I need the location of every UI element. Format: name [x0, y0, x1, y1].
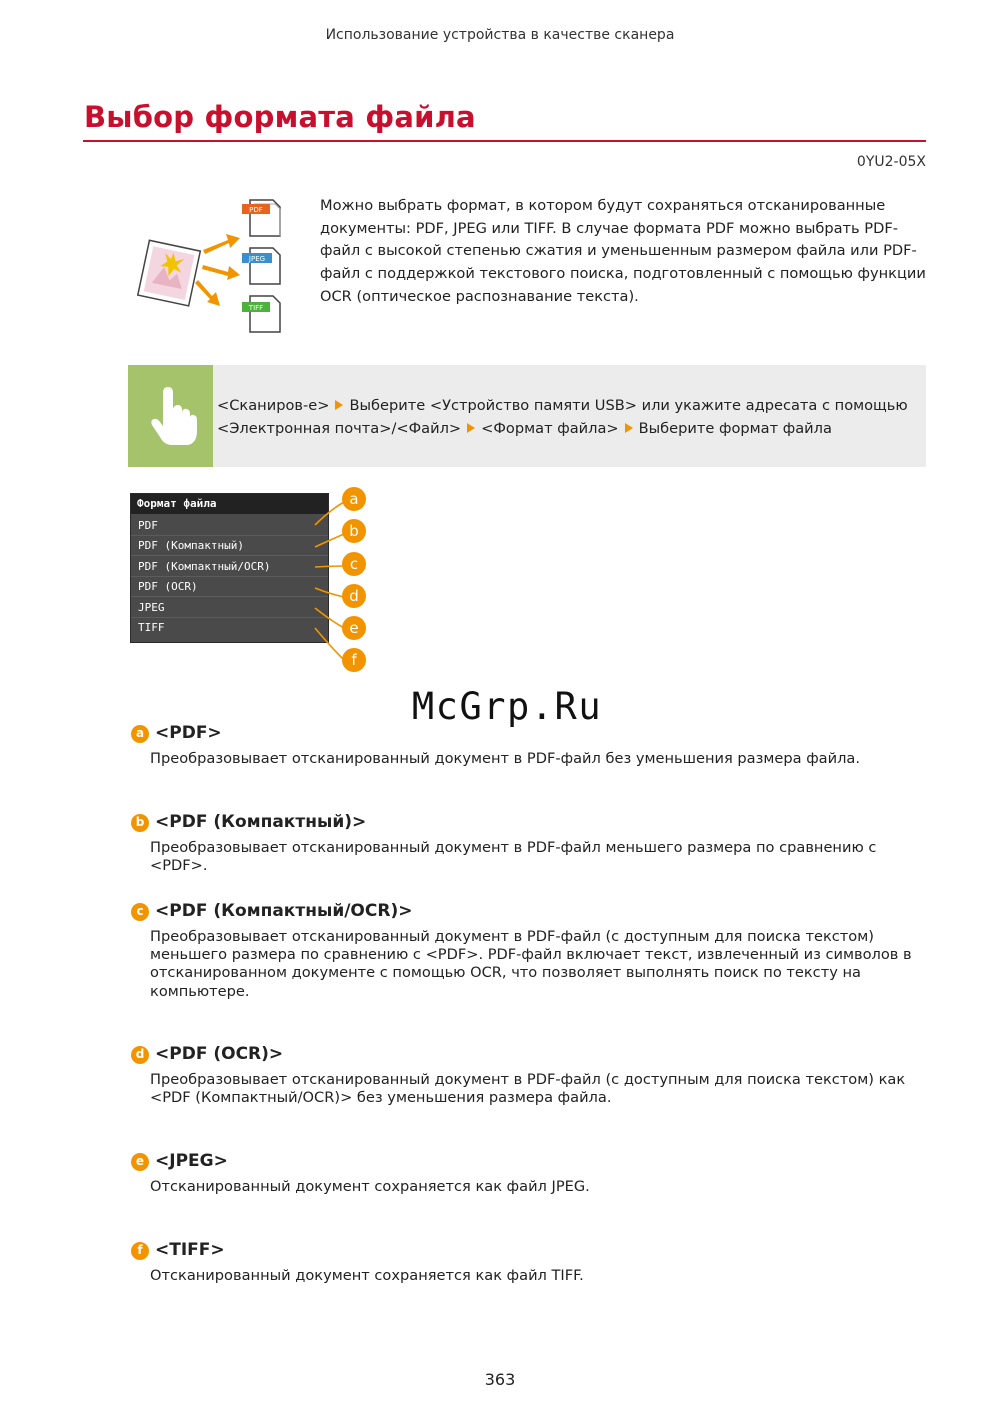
item-pdf-heading: a <PDF> — [131, 723, 222, 744]
document-code: 0YU2-05X — [856, 154, 926, 170]
lcd-option-pdf-compact[interactable]: PDF (Компактный) — [131, 536, 328, 556]
file-format-illustration — [128, 190, 298, 340]
item-pdf-compact-ocr-desc: Преобразовывает отсканированный документ в PDF-файл (с доступным для поиска текстом) меньшего размера по сравнению с <PDF>. PDF-файл включает текст, извлеченный из символов в отсканированном документе с помощью OCR, что позволяет выполнять поиск по тексту на компьютере. — [150, 928, 912, 1000]
procedure-step-4: Выберите формат файла — [638, 419, 832, 437]
badge-d-icon: d — [131, 1046, 149, 1064]
callout-markers — [300, 480, 380, 680]
svg-text:c: c — [349, 555, 359, 573]
procedure-step-2: Выберите <Устройство памяти USB> или укажите адресата с помощью <Электронная почта>/<Файл> — [217, 397, 908, 437]
lcd-option-pdf-compact-ocr[interactable]: PDF (Компактный/OCR) — [131, 557, 328, 577]
running-header: Использование устройства в качестве сканера — [325, 27, 675, 43]
intro-paragraph: Можно выбрать формат, в котором будут сохраняться отсканированные документы: PDF, JPEG или TIFF. В случае формата PDF можно выбрать PDF-файл с высокой степенью сжатия и уменьшенным размером файла или PDF-файл с поддержкой текстового поиска, подготовленный с помощью функции OCR (оптическое распознавание текста). — [320, 197, 926, 305]
svg-text:f: f — [351, 651, 357, 669]
pdf-file-icon — [242, 200, 280, 236]
item-pdf-desc: Преобразовывает отсканированный документ в PDF-файл без уменьшения размера файла. — [150, 750, 861, 767]
lcd-title: Формат файла — [131, 494, 328, 514]
badge-e-icon: e — [131, 1153, 149, 1171]
page-number: 363 — [484, 1370, 516, 1389]
arrow-right-icon — [335, 400, 343, 410]
title-rule — [83, 140, 926, 142]
tiff-file-icon — [242, 296, 280, 332]
item-jpeg-desc: Отсканированный документ сохраняется как файл JPEG. — [150, 1178, 590, 1195]
item-tiff-heading: f <TIFF> — [131, 1240, 225, 1261]
item-pdf-compact-desc: Преобразовывает отсканированный документ в PDF-файл меньшего размера по сравнению с <PDF>. — [150, 839, 877, 875]
item-jpeg-heading: e <JPEG> — [131, 1151, 228, 1172]
badge-f-icon: f — [131, 1242, 149, 1260]
svg-text:b: b — [349, 522, 359, 540]
item-pdf-compact-heading: b <PDF (Компактный)> — [131, 812, 366, 833]
item-pdf-ocr-desc: Преобразовывает отсканированный документ в PDF-файл (с доступным для поиска текстом) как <PDF (Компактный/OCR)> без уменьшения размера файла. — [150, 1071, 906, 1107]
jpeg-file-icon — [242, 248, 280, 284]
badge-c-icon: c — [131, 903, 149, 921]
item-pdf-compact-ocr-heading: c <PDF (Компактный/OCR)> — [131, 901, 412, 922]
svg-text:a: a — [349, 490, 359, 508]
procedure-step-1: <Сканиров-е> — [217, 397, 330, 414]
procedure-hand-panel — [128, 365, 213, 467]
page-title: Выбор формата файла — [84, 100, 476, 134]
svg-text:e: e — [349, 619, 359, 637]
arrow-right-icon — [467, 423, 475, 433]
lcd-option-pdf-ocr[interactable]: PDF (OCR) — [131, 577, 328, 597]
procedure-steps — [217, 395, 917, 440]
badge-b-icon: b — [131, 814, 149, 832]
hand-pointer-icon — [128, 365, 213, 467]
lcd-option-pdf[interactable]: PDF — [131, 516, 328, 536]
item-tiff-desc: Отсканированный документ сохраняется как файл TIFF. — [150, 1267, 584, 1284]
scanned-document-icon — [138, 240, 201, 306]
arrow-right-icon — [625, 423, 633, 433]
lcd-option-tiff[interactable]: TIFF — [138, 621, 165, 634]
svg-text:TIFF: TIFF — [248, 304, 264, 312]
procedure-step-3: <Формат файла> — [481, 419, 619, 437]
svg-text:JPEG: JPEG — [248, 255, 266, 263]
item-pdf-ocr-heading: d <PDF (OCR)> — [131, 1044, 283, 1065]
watermark: McGrp.Ru — [411, 685, 603, 728]
svg-text:PDF: PDF — [249, 206, 263, 214]
badge-a-icon: a — [131, 725, 149, 743]
lcd-option-jpeg[interactable]: JPEG — [131, 598, 328, 618]
svg-text:d: d — [349, 587, 359, 605]
arrow-icons — [195, 234, 240, 306]
